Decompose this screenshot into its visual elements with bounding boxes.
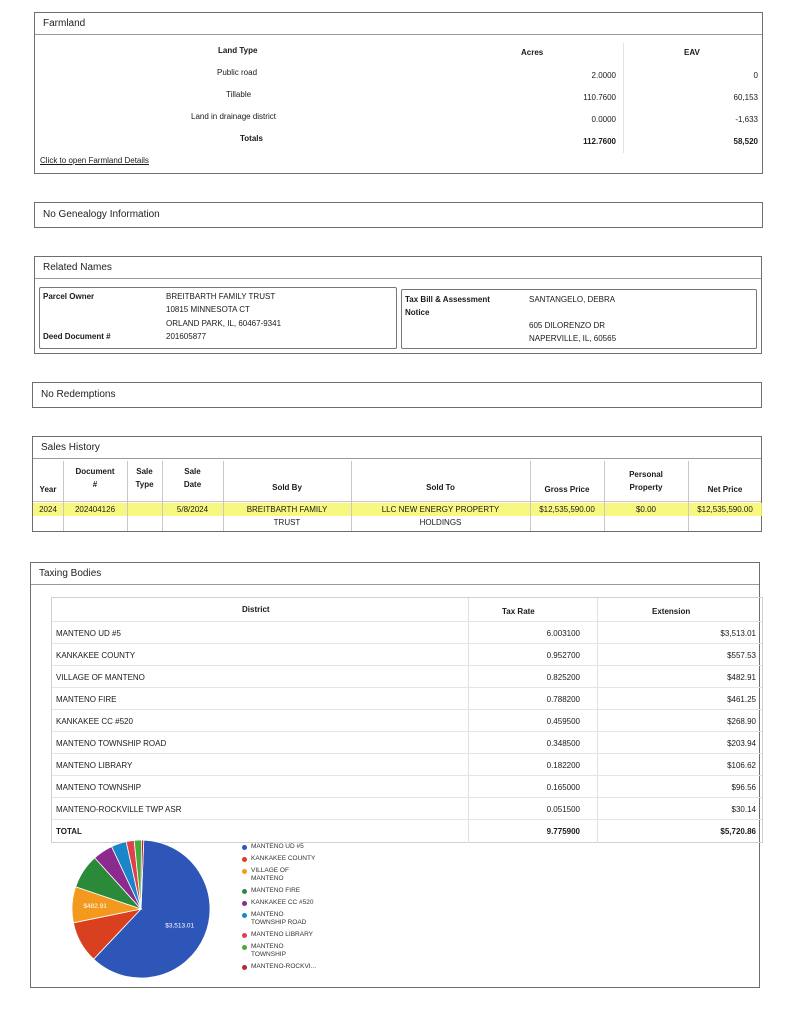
farmland-panel	[34, 12, 763, 174]
col-divider	[688, 461, 689, 531]
related-names-panel	[34, 256, 762, 354]
related-names-header: Related Names	[35, 257, 761, 279]
legend-item	[251, 943, 286, 959]
sale-sold-by-2: TRUST	[273, 518, 301, 527]
farmland-row-type: Public road	[217, 68, 258, 77]
legend-swatch	[242, 901, 247, 906]
legend-swatch	[242, 889, 247, 894]
genealogy-panel	[34, 202, 763, 228]
tax-row	[52, 776, 762, 798]
legend-item	[251, 887, 300, 895]
sale-sold-to: LLC NEW ENERGY PROPERTY	[381, 505, 500, 514]
col-sale-type: Sale	[136, 467, 153, 476]
tax-district: KANKAKEE COUNTY	[56, 651, 136, 660]
farmland-row-acres: 2.0000	[591, 71, 616, 80]
farmland-row-eav: -1,633	[735, 115, 758, 124]
tax-extension: $557.53	[727, 651, 756, 660]
sales-history-panel	[32, 436, 762, 532]
tax-row	[52, 666, 762, 688]
tax-extension: $461.25	[727, 695, 756, 704]
legend-item	[251, 911, 306, 927]
pie-slice-label: $3,513.01	[165, 922, 195, 930]
tax-rate: 0.165000	[546, 783, 580, 792]
sales-history-header: Sales History	[33, 437, 761, 459]
col-district: District	[242, 605, 270, 614]
farmland-col-divider	[623, 43, 624, 153]
deed-document-label: Deed Document #	[43, 332, 111, 341]
legend-label: MANTENO FIRE	[251, 887, 301, 894]
farmland-totals-eav: 58,520	[733, 137, 758, 146]
tax-rate: 0.348500	[546, 739, 580, 748]
redemptions-panel	[32, 382, 762, 408]
tax-rate: 0.051500	[546, 805, 580, 814]
col-sale-date-2: Date	[183, 480, 202, 489]
legend-label: MANTENO	[251, 943, 284, 950]
legend-swatch	[242, 857, 247, 862]
legend-item	[251, 855, 315, 863]
legend-label: KANKAKEE CC #520	[251, 899, 314, 906]
tax-row	[52, 732, 762, 754]
genealogy-text: No Genealogy Information	[43, 209, 160, 220]
legend-swatch	[242, 845, 247, 850]
farmland-header: Farmland	[35, 13, 762, 35]
col-gross-price: Gross Price	[544, 485, 590, 494]
pie-slice-label: $482.91	[83, 903, 107, 911]
tax-district: MANTENO LIBRARY	[56, 761, 133, 770]
sale-net-price: $12,535,590.00	[697, 505, 753, 514]
taxing-bodies-pie-chart	[71, 839, 231, 979]
legend-item	[251, 899, 314, 907]
tax-district: MANTENO TOWNSHIP ROAD	[56, 739, 167, 748]
tax-rate: 0.788200	[546, 695, 580, 704]
farmland-row-type: Tillable	[226, 90, 252, 99]
taxing-bodies-table	[51, 597, 763, 843]
sale-date: 5/8/2024	[176, 505, 209, 514]
farmland-details-link[interactable]: Click to open Farmland Details	[40, 156, 149, 165]
tax-bill-city: NAPERVILLE, IL, 60565	[529, 334, 617, 343]
tax-bill-label: Tax Bill & Assessment	[405, 295, 490, 304]
legend-label: MANTENO LIBRARY	[251, 931, 314, 938]
sale-sold-to-2: HOLDINGS	[419, 518, 462, 527]
tax-row	[52, 688, 762, 710]
col-eav: EAV	[684, 48, 700, 57]
legend-swatch	[242, 933, 247, 938]
legend-label: VILLAGE OF	[251, 867, 289, 874]
pie-legend	[241, 843, 381, 983]
tax-total-extension: $5,720.86	[720, 827, 756, 836]
col-personal-property: Personal	[629, 470, 663, 479]
col-personal-property-2: Property	[629, 483, 663, 492]
owner-name: BREITBARTH FAMILY TRUST	[166, 292, 276, 301]
tax-row	[52, 622, 762, 644]
legend-item	[251, 867, 289, 883]
legend-label: MANTENO UD #5	[251, 843, 304, 850]
parcel-owner-box	[39, 287, 397, 349]
farmland-row-acres: 110.7600	[583, 93, 616, 102]
tax-district: MANTENO UD #5	[56, 629, 121, 638]
redemptions-text: No Redemptions	[41, 389, 116, 400]
legend-swatch	[242, 945, 247, 950]
tax-rate: 6.003100	[546, 629, 580, 638]
tax-rate: 0.952700	[546, 651, 580, 660]
tax-district: MANTENO FIRE	[56, 695, 117, 704]
tax-rate: 0.825200	[546, 673, 580, 682]
taxing-bodies-header: Taxing Bodies	[31, 563, 759, 585]
owner-address: 10815 MINNESOTA CT	[166, 305, 250, 314]
legend-label: MANTENO-ROCKVI...	[251, 963, 317, 970]
col-document: Document	[75, 467, 115, 476]
col-document-hash: #	[92, 480, 98, 489]
header-divider	[33, 501, 761, 502]
tax-district: KANKAKEE CC #520	[56, 717, 133, 726]
tax-district: MANTENO-ROCKVILLE TWP ASR	[56, 805, 182, 814]
tax-row	[52, 710, 762, 732]
legend-label: TOWNSHIP ROAD	[251, 919, 307, 926]
tax-district: MANTENO TOWNSHIP	[56, 783, 142, 792]
col-net-price: Net Price	[707, 485, 743, 494]
legend-swatch	[242, 965, 247, 970]
tax-extension: $268.90	[727, 717, 756, 726]
col-tax-rate: Tax Rate	[502, 607, 535, 616]
col-sold-by: Sold By	[272, 483, 302, 492]
tax-bill-label-notice: Notice	[405, 308, 430, 317]
sale-gross-price: $12,535,590.00	[539, 505, 595, 514]
owner-city: ORLAND PARK, IL, 60467-9341	[166, 319, 282, 328]
sale-document: 202404126	[74, 505, 116, 514]
tax-total-label: TOTAL	[56, 827, 82, 836]
tax-total-rate: 9.775900	[546, 827, 580, 836]
tax-extension: $106.62	[727, 761, 756, 770]
tax-row	[52, 644, 762, 666]
sale-personal-property: $0.00	[635, 505, 657, 514]
legend-label: KANKAKEE COUNTY	[251, 855, 316, 862]
tax-rate: 0.459500	[546, 717, 580, 726]
tax-district: VILLAGE OF MANTENO	[56, 673, 145, 682]
col-year: Year	[39, 485, 57, 494]
legend-label: TOWNSHIP	[251, 951, 286, 958]
col-sale-date: Sale	[184, 467, 201, 476]
tax-row	[52, 754, 762, 776]
legend-label: MANTENO	[251, 911, 284, 918]
tax-rate: 0.182200	[546, 761, 580, 770]
tax-extension: $30.14	[731, 805, 756, 814]
tax-bill-address: 605 DILORENZO DR	[529, 321, 606, 330]
tax-extension: $482.91	[727, 673, 756, 682]
legend-swatch	[242, 913, 247, 918]
col-extension: Extension	[652, 607, 691, 616]
col-divider	[530, 461, 531, 531]
farmland-totals-acres: 112.7600	[583, 137, 616, 146]
tax-row	[52, 798, 762, 820]
col-sold-to: Sold To	[426, 483, 455, 492]
tax-extension: $3,513.01	[720, 629, 756, 638]
tax-extension: $203.94	[727, 739, 756, 748]
tax-bill-box	[401, 289, 757, 349]
tax-extension: $96.56	[731, 783, 756, 792]
legend-item	[251, 843, 304, 851]
tax-bill-name: SANTANGELO, DEBRA	[529, 295, 616, 304]
col-land-type: Land Type	[218, 46, 258, 55]
legend-swatch	[242, 869, 247, 874]
taxing-bodies-panel	[30, 562, 760, 988]
sale-sold-by: BREITBARTH FAMILY	[246, 505, 328, 514]
parcel-owner-label: Parcel Owner	[43, 292, 95, 301]
col-sale-type-2: Type	[135, 480, 154, 489]
farmland-row-eav: 60,153	[733, 93, 758, 102]
col-acres: Acres	[521, 48, 544, 57]
sale-year: 2024	[39, 505, 57, 514]
deed-document-value: 201605877	[166, 332, 207, 341]
legend-item	[251, 963, 316, 971]
farmland-row-type: Land in drainage district	[191, 112, 276, 121]
tax-table-header	[52, 598, 762, 622]
legend-label: MANTENO	[251, 875, 284, 882]
legend-item	[251, 931, 313, 939]
farmland-row-eav: 0	[753, 71, 758, 80]
farmland-row-acres: 0.0000	[591, 115, 616, 124]
farmland-totals-label: Totals	[240, 134, 263, 143]
